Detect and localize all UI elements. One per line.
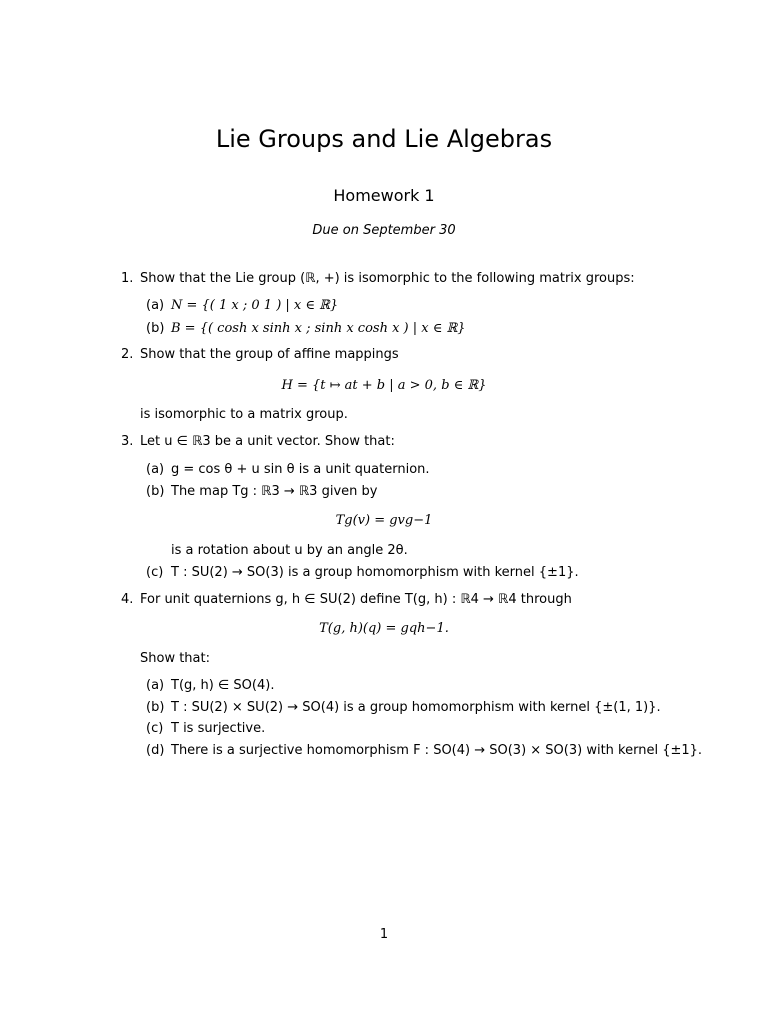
problem-4-text: For unit quaternions g, h ∈ SU(2) define T(g, h) : ℝ4 → ℝ4 through xyxy=(140,592,572,607)
problem-3b-display: Tg(v) = gvg−1 xyxy=(335,513,433,528)
problem-1-text: Show that the Lie group (ℝ, +) is isomorphic to the following matrix groups: xyxy=(140,271,635,286)
problem-4-show: Show that: xyxy=(140,651,210,666)
due-date: Due on September 30 xyxy=(312,223,456,238)
problem-2-number: 2. xyxy=(121,347,134,362)
problem-4a-label: (a) xyxy=(146,678,165,693)
problem-3a-label: (a) xyxy=(146,462,165,477)
problem-4b-label: (b) xyxy=(146,700,165,715)
document-title: Lie Groups and Lie Algebras xyxy=(215,125,553,153)
problem-4-display: T(g, h)(q) = gqh−1. xyxy=(319,621,449,636)
problem-4d-label: (d) xyxy=(146,743,165,758)
problem-4d-text: There is a surjective homomorphism F : SO(4) → SO(3) × SO(3) with kernel {±1}. xyxy=(171,743,703,758)
problem-3c-text: T : SU(2) → SO(3) is a group homomorphism with kernel {±1}. xyxy=(171,565,579,580)
problem-2-text: Show that the group of affine mappings xyxy=(140,347,399,362)
problem-3-text: Let u ∈ ℝ3 be a unit vector. Show that: xyxy=(140,434,395,449)
problem-4-number: 4. xyxy=(121,592,134,607)
page-number: 1 xyxy=(379,927,389,942)
problem-4a-text: T(g, h) ∈ SO(4). xyxy=(171,678,275,693)
problem-1a-label: (a) xyxy=(146,298,165,313)
problem-3b-label: (b) xyxy=(146,484,165,499)
problem-2-display: H = {t ↦ at + b | a > 0, b ∈ ℝ} xyxy=(281,378,487,393)
problem-3b-text: The map Tg : ℝ3 → ℝ3 given by xyxy=(171,484,378,499)
document-subtitle: Homework 1 xyxy=(333,186,435,205)
problem-2-after: is isomorphic to a matrix group. xyxy=(140,407,348,422)
problem-3b-after: is a rotation about u by an angle 2θ. xyxy=(171,543,408,558)
problem-3-number: 3. xyxy=(121,434,134,449)
problem-1-number: 1. xyxy=(121,271,134,286)
problem-3c-label: (c) xyxy=(146,565,164,580)
problem-1a-text: N = {( 1 x ; 0 1 ) | x ∈ ℝ} xyxy=(171,298,339,313)
problem-4c-text: T is surjective. xyxy=(171,721,266,736)
problem-1b-text: B = {( cosh x sinh x ; sinh x cosh x ) | x ∈ ℝ} xyxy=(171,321,466,336)
problem-4b-text: T : SU(2) × SU(2) → SO(4) is a group homomorphism with kernel {±(1, 1)}. xyxy=(171,700,661,715)
problem-1b-label: (b) xyxy=(146,321,165,336)
problem-3a-text: g = cos θ + u sin θ is a unit quaternion. xyxy=(171,462,430,477)
problem-4c-label: (c) xyxy=(146,721,164,736)
